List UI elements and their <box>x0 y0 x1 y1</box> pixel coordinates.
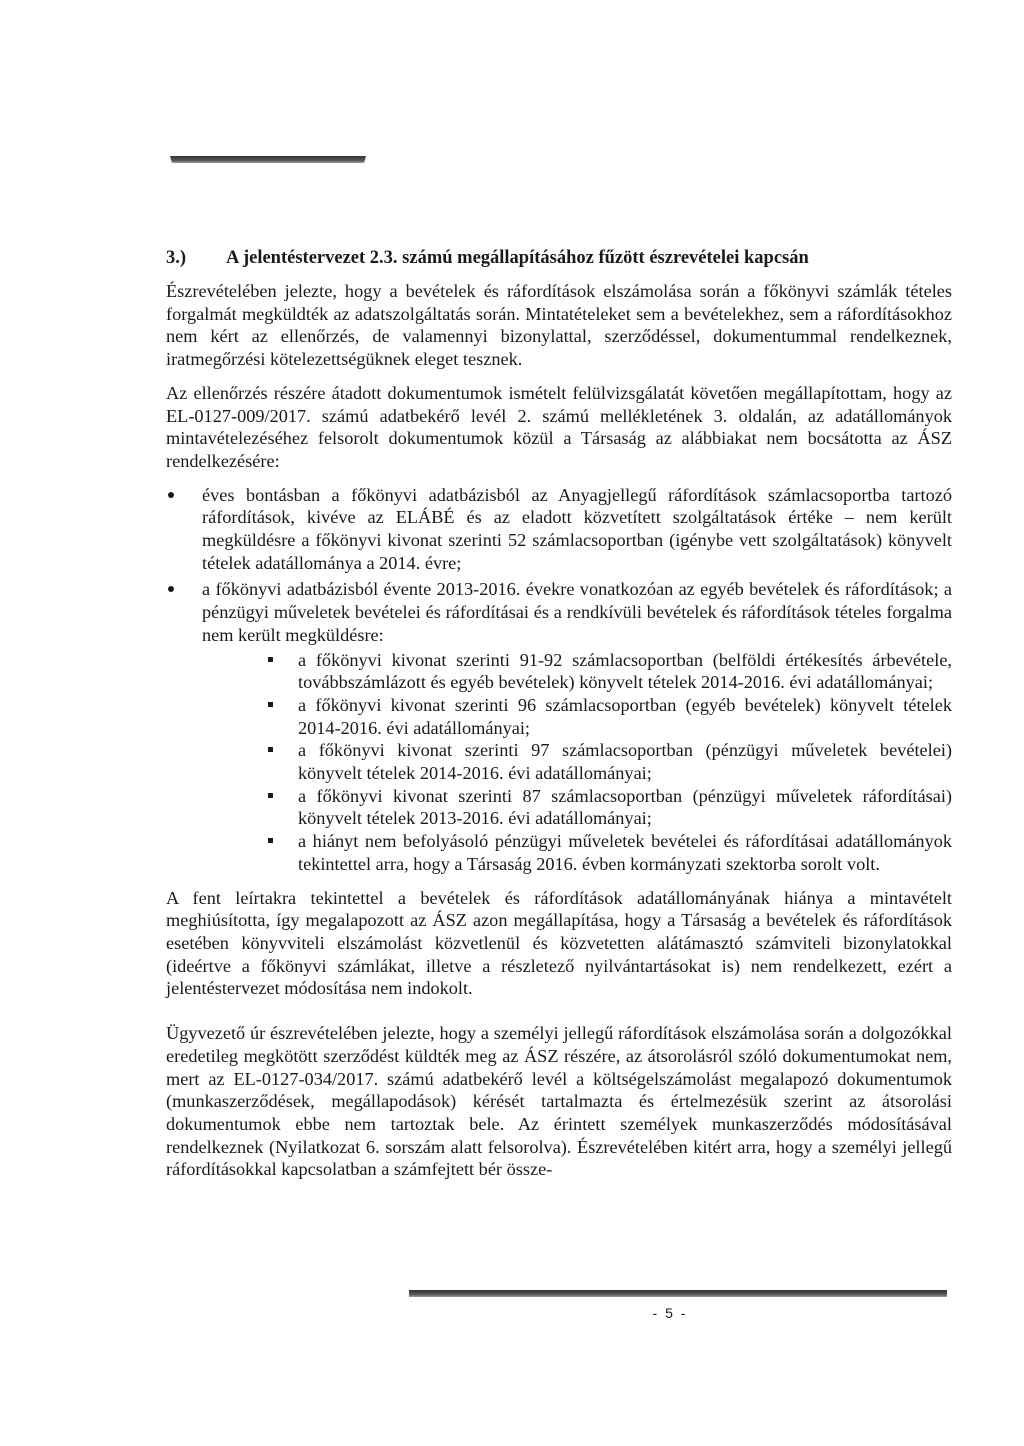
sub-list-item: a főkönyvi kivonat szerinti 96 számlacsoportban (egyéb bevételek) könyvelt tételek 2014-2016. évi adatállományai; <box>238 694 952 739</box>
sub-list-item: a főkönyvi kivonat szerinti 91-92 számlacsoportban (belföldi értékesítés árbevétele, továbbszámlázott és egyéb bevételek) könyvelt tételek 2014-2016. évi adatállományai; <box>238 649 952 694</box>
section-title: A jelentéstervezet 2.3. számú megállapításához fűzött észrevételei kapcsán <box>226 248 809 268</box>
paragraph-4: Ügyvezető úr észrevételében jelezte, hogy a személyi jellegű ráfordítások elszámolása során a dolgozókkal eredetileg megkötött szerződést küldték meg az ÁSZ részére, az átsorolásról szóló dokumentumokat nem, mert az EL-0127-034/2017. számú adatbekérő levél a költségelszámolást megalapozó dokumentumok (munkaszerződések, megállapodások) kérését tartalmazta és értelmezésük szerint az átsorolási dokumentumok ebbe nem tartoztak bele. Az érintett személyek munkaszerződés módosításával rendelkeznek (Nyilatkozat 6. sorszám alatt felsorolva). Észrevételében kitért arra, hogy a személyi jellegű ráfordításokkal kapcsolatban a számfejtett bér össze- <box>166 1023 952 1180</box>
list-item <box>166 578 952 875</box>
footer-rule <box>409 1290 947 1297</box>
list-item-text: éves bontásban a főkönyvi adatbázisból az Anyagjellegű ráfordítások számlacsoportba tartozó ráfordítások, kivéve az ELÁBÉ és az eladott közvetített szolgáltatások értéke – nem került megküldésre a főkönyvi kivonat szerinti 52 számlacsoportban (igénybe vett szolgáltatások) könyvelt tételek adatállománya a 2014. évre; <box>202 484 952 573</box>
page-number: - 5 - <box>652 1305 688 1321</box>
paragraph-1: Észrevételében jelezte, hogy a bevételek és ráfordítások elszámolása során a főkönyvi számlák tételes forgalmát megküldték az adatszolgáltatás során. Mintatételeket sem a bevételekhez, sem a ráfordításokhoz nem kért az ellenőrzés, de valamennyi bizonylattal, szerződéssel, dokumentummal rendelkeznek, iratmegőrzési kötelezettségüknek eleget tesznek. <box>166 281 952 370</box>
paragraph-3: A fent leírtakra tekintettel a bevételek és ráfordítások adatállományának hiánya a mintavételt meghiúsította, így megalapozott az ÁSZ azon megállapítása, hogy a Társaság a bevételek és ráfordítások esetében könyvviteli elszámolást közvetlenül és közvetetten alátámasztó számviteli bizonylatokkal (ideértve a főkönyvi számlákat, illetve a részletező nyilvántartásokat is) nem rendelkezett, ezért a jelentéstervezet módosítása nem indokolt. <box>166 887 952 999</box>
list-item <box>166 484 952 575</box>
list-item-text: a főkönyvi adatbázisból évente 2013-2016. évekre vonatkozóan az egyéb bevételek és ráfordítások; a pénzügyi műveletek bevételei és ráfordításai és a rendkívüli bevételek és ráfordítások tételes forgalma nem került megküldésre: <box>202 579 952 645</box>
missing-documents-list <box>166 484 952 876</box>
sub-list-item: a főkönyvi kivonat szerinti 87 számlacsoportban (pénzügyi műveletek ráfordításai) könyvelt tételek 2013-2016. évi adatállományai; <box>238 785 952 830</box>
document-body <box>166 280 952 1192</box>
section-heading <box>166 246 956 270</box>
sub-list-item: a hiányt nem befolyásoló pénzügyi műveletek bevételei és ráfordításai adatállományok tekintettel arra, hogy a Társaság 2016. évben kormányzati szektorba sorolt volt. <box>238 830 952 875</box>
sub-list <box>202 649 952 876</box>
sub-list-item: a főkönyvi kivonat szerinti 97 számlacsoportban (pénzügyi műveletek bevételei) könyvelt tételek 2014-2016. évi adatállományai; <box>238 739 952 784</box>
section-number: 3.) <box>166 248 187 268</box>
header-rule <box>170 156 366 163</box>
paragraph-2: Az ellenőrzés részére átadott dokumentumok ismételt felülvizsgálatát követően megállapítottam, hogy az EL-0127-009/2017. számú adatbekérő levél 2. számú mellékletének 3. oldalán, az adatállományok mintavételezéséhez felsorolt dokumentumok közül a Társaság az alábbiakat nem bocsátotta az ÁSZ rendelkezésére: <box>166 382 952 471</box>
